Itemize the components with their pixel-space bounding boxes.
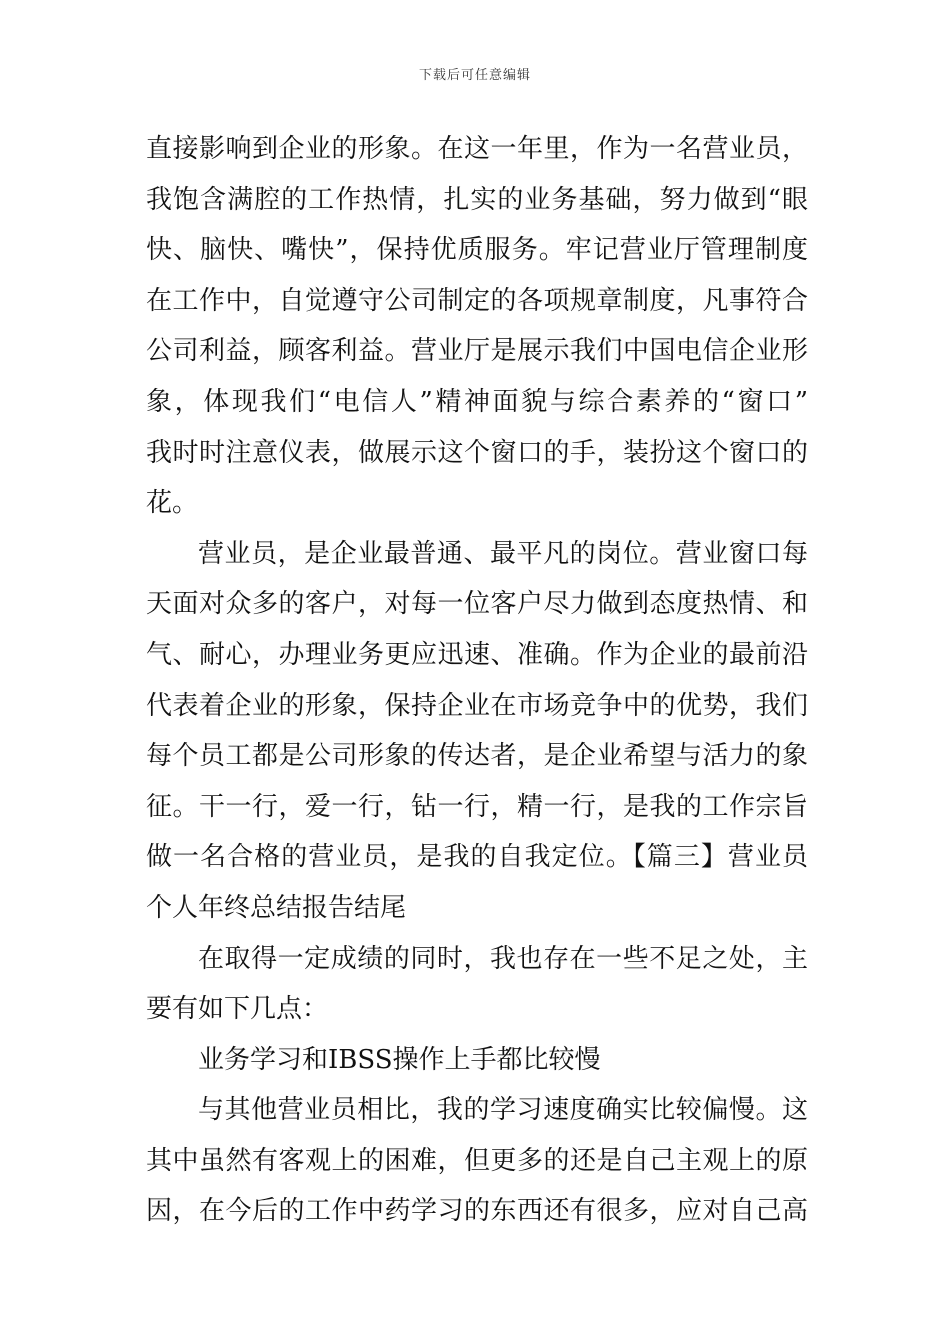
text-line: 与其他营业员相比，我的学习速度确实比较偏慢。这 [198,1095,808,1126]
text-line: 快、脑快、嘴快”，保持优质服务。牢记营业厅管理制度 [146,235,808,266]
text-line: 直接影响到企业的形象。在这一年里，作为一名营业员， [146,134,808,164]
text-line: 在取得一定成绩的同时，我也存在一些不足之处，主 [198,943,808,974]
text-line: 因，在今后的工作中药学习的东西还有很多，应对自己高 [146,1196,808,1227]
text-line: 我饱含满腔的工作热情，扎实的业务基础，努力做到“眼 [146,184,808,215]
text-line: 个人年终总结报告结尾 [146,892,407,923]
page-header: 下载后可任意编辑 [418,68,531,83]
document-body [146,124,808,1237]
text-line: 征。干一行，爱一行，钻一行，精一行，是我的工作宗旨 [146,791,808,822]
text-line: 气、耐心，办理业务更应迅速、准确。作为企业的最前沿 [146,639,808,670]
text-line: 在工作中，自觉遵守公司制定的各项规章制度，凡事符合 [146,285,808,316]
text-line: 营业员，是企业最普通、最平凡的岗位。营业窗口每 [198,538,808,569]
text-line: 要有如下几点： [146,994,329,1025]
text-line: 代表着企业的形象，保持企业在市场竞争中的优势，我们 [146,690,808,721]
text-line: 其中虽然有客观上的困难，但更多的还是自己主观上的原 [146,1145,808,1176]
text-line: 象，体现我们“电信人”精神面貌与综合素养的“窗口” [146,386,808,417]
text-line: 天面对众多的客户，对每一位客户尽力做到态度热情、和 [146,589,808,620]
text-line: 每个员工都是公司形象的传达者，是企业希望与活力的象 [146,741,808,772]
text-line: 公司利益，顾客利益。营业厅是展示我们中国电信企业形 [146,336,808,367]
text-line: 业务学习和IBSS操作上手都比较慢 [198,1044,601,1075]
text-line: 做一名合格的营业员，是我的自我定位。【篇三】营业员 [146,842,808,873]
text-line: 花。 [146,488,199,519]
text-line: 我时时注意仪表，做展示这个窗口的手，装扮这个窗口的 [146,437,808,468]
